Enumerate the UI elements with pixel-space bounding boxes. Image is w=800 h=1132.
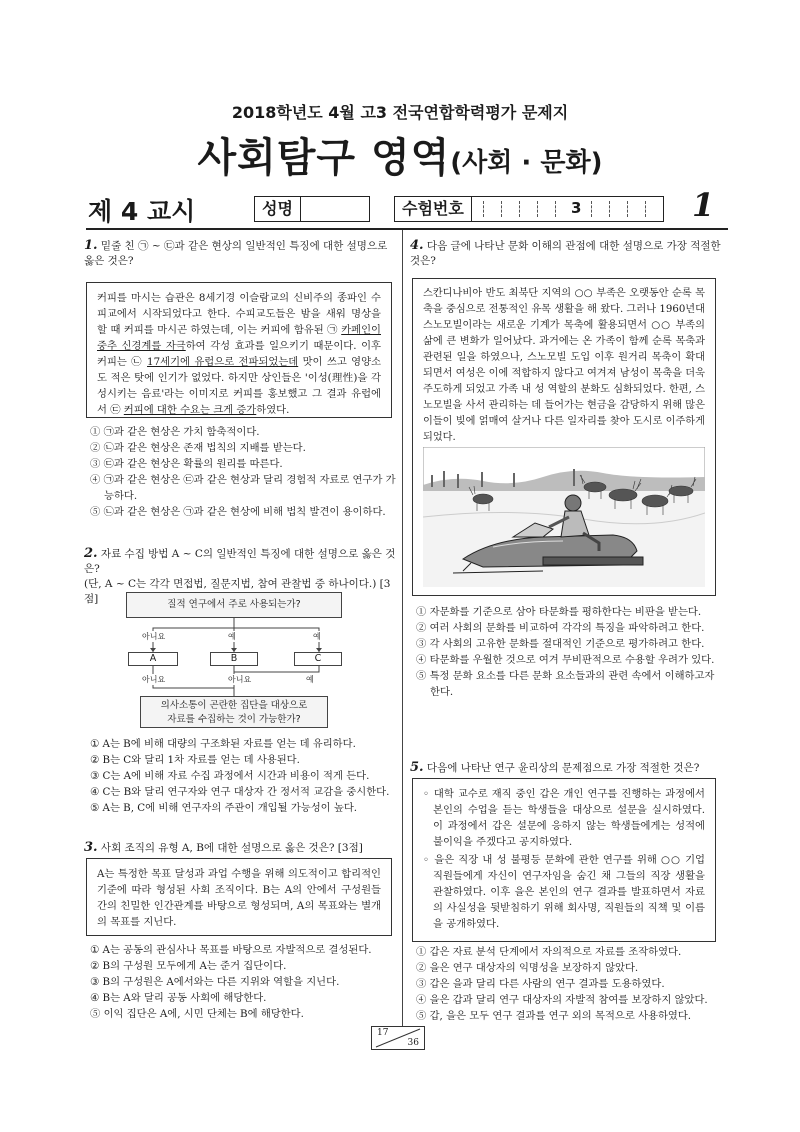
case-item-1: ◦ 대학 교수로 재직 중인 갑은 개인 연구를 진행하는 과정에서 본인의 수업을 듣는 학생들을 대상으로 설문을 실시하였다. 이 과정에서 갑은 설문에 응하지 않는 학생들에게는 성적에 불이익을 주겠다고 공지하였다.: [423, 788, 705, 848]
choice-3[interactable]: ③ C는 A에 비해 자료 수집 과정에서 시간과 비용이 적게 든다.: [90, 770, 370, 782]
column-divider: [402, 230, 403, 1026]
choice-4[interactable]: ④ 타문화를 우월한 것으로 여겨 무비판적으로 수용할 우려가 있다.: [416, 654, 715, 666]
question-number: 1.: [84, 238, 98, 253]
digit-divider: [591, 201, 592, 217]
digit-divider: [609, 201, 610, 217]
question-text: 다음에 나타난 연구 윤리상의 문제점으로 가장 적절한 것은?: [426, 762, 700, 774]
flowchart-label-no: 아니요: [228, 675, 252, 684]
choice-2[interactable]: ② 을은 연구 대상자의 익명성을 보장하지 않았다.: [416, 962, 639, 974]
passage-text: 맛이 쓰고 영양소도 적은 탓에 인기가 없었다. 하지만 상인들은 '이성(理性)을 각성시키는 음료'라는 이미지로 커피를 홍보했고 그 결과 유럽에서 ㉢: [97, 356, 381, 416]
flowchart-question-bottom: 의사소통이 곤란한 집단을 대상으로 자료를 수집하는 것이 가능한가?: [140, 696, 328, 728]
exam-number-label: 수험번호: [395, 197, 472, 221]
digit-divider: [627, 201, 628, 217]
snowmobile-reindeer-illustration: [423, 447, 705, 587]
question-number: 5.: [410, 760, 424, 775]
question-2-choices: [90, 736, 400, 816]
question-text: 사회 조직의 유형 A, B에 대한 설명으로 옳은 것은? [3점]: [100, 842, 363, 854]
passage-text: 하였다.: [256, 404, 290, 416]
question-4-stem: [410, 238, 726, 269]
flowchart-label-no: 아니요: [142, 632, 166, 641]
flowchart-label-no: 아니요: [142, 675, 166, 684]
question-text: 다음 글에 나타난 문화 이해의 관점에 대한 설명으로 가장 적절한 것은?: [410, 240, 721, 267]
choice-2[interactable]: ② B는 C와 달리 1차 자료를 얻는 데 사용된다.: [90, 754, 300, 766]
choice-1[interactable]: ① A는 공동의 관심사나 목표를 바탕으로 자발적으로 결성된다.: [90, 944, 372, 956]
choice-5[interactable]: ⑤ 특정 문화 요소를 다른 문화 요소들과의 관련 속에서 이해하고자 한다.: [416, 670, 715, 698]
question-5-stem: [410, 760, 726, 776]
exam-subtitle: 2018학년도 4월 고3 전국연합학력평가 문제지: [231, 103, 569, 122]
question-4-passage: [412, 278, 716, 596]
choice-5[interactable]: ⑤ 갑, 을은 모두 연구 결과를 연구 외의 목적으로 사용하였다.: [416, 1010, 692, 1022]
choice-2[interactable]: ② 여러 사회의 문화를 비교하여 각각의 특징을 파악하려고 한다.: [416, 622, 705, 634]
choice-1[interactable]: ① 자문화를 기준으로 삼아 타문화를 평하한다는 비판을 받는다.: [416, 606, 702, 618]
choice-4[interactable]: ④ C는 B와 달리 연구자와 연구 대상자 간 정서적 교감을 중시한다.: [90, 786, 390, 798]
choice-3[interactable]: ③ B의 구성원은 A에서와는 다른 지위와 역할을 지닌다.: [90, 976, 340, 988]
digit-divider: [645, 201, 646, 217]
choice-4[interactable]: ④ ㉠과 같은 현상은 ㉢과 같은 현상과 달리 경험적 자료로 연구가 가능하다.: [90, 474, 396, 502]
question-5-choices: [416, 944, 726, 1024]
question-text: 밑줄 친 ㉠ ~ ㉢과 같은 현상의 일반적인 특징에 대한 설명으로 옳은 것은?: [84, 240, 388, 267]
choice-3[interactable]: ③ 갑은 을과 달리 다른 사람의 연구 결과를 도용하였다.: [416, 978, 665, 990]
passage-text: 하여 각성 효과를 일으키기 때문이다. 이후 커피는 ㉡: [97, 340, 381, 368]
title-main: 사회탐구 영역: [197, 135, 451, 181]
page-total: 36: [407, 1038, 419, 1048]
question-number: 3.: [84, 840, 98, 855]
question-3-stem: [84, 840, 398, 856]
choice-4[interactable]: ④ 을은 갑과 달리 연구 대상자의 자발적 참여를 보장하지 않았다.: [416, 994, 708, 1006]
header-rule: [86, 228, 728, 230]
choice-3[interactable]: ③ ㉢과 같은 현상은 확률의 원리를 따른다.: [90, 458, 283, 470]
flowchart-label-yes: 예: [306, 675, 314, 684]
case-item-2: ◦ 을은 직장 내 성 불평등 문화에 관한 연구를 위해 ○○ 기업 직원들에게 자신이 연구자임을 숨긴 채 그들의 직장 생활을 관찰하였다. 이후 을은 본인의 연구 결과를 발표하면서 자료의 사실성을 뒷받침하기 위해 회사명, 직원들의 직책 및 이름을 공개하였다.: [423, 854, 705, 930]
choice-5[interactable]: ⑤ 이익 집단은 A에, 시민 단체는 B에 해당한다.: [90, 1008, 304, 1020]
digit-divider: [501, 201, 502, 217]
question-5-passage: [412, 778, 716, 942]
exam-number-digit: 3: [571, 199, 582, 217]
digit-divider: [555, 201, 556, 217]
choice-4[interactable]: ④ B는 A와 달리 공동 사회에 해당한다.: [90, 992, 267, 1004]
underlined-text: 커피에 대한 수요는 크게 증가: [123, 404, 257, 416]
flowchart-node-b: B: [210, 652, 258, 666]
choice-1[interactable]: ① 갑은 자료 분석 단계에서 자의적으로 자료를 조작하였다.: [416, 946, 682, 958]
choice-3[interactable]: ③ 각 사회의 고유한 문화를 절대적인 기준으로 평가하려고 한다.: [416, 638, 705, 650]
question-3-choices: [90, 942, 400, 1022]
question-1-stem: [84, 238, 394, 269]
flowchart-label-yes: 예: [228, 632, 236, 641]
question-1-choices: [90, 424, 396, 520]
flowchart: [126, 588, 342, 730]
exam-title: [0, 126, 800, 183]
passage-text: 스칸디나비아 반도 최북단 지역의 ○○ 부족은 오랫동안 순록 목축을 중심으로 전통적인 유목 생활을 해 왔다. 그러나 1960년대 스노모빌이라는 새로운 기계가 목축에 활용되면서 ○○ 부족의 삶에 큰 변화가 일어났다. 과거에는 온 가족이 함께 순록 목축과 관련된 일을 하였으나, 스노모빌 도입 이후 원거리 목축이 확대되면서 여성은 이에 적합하지 않다고 여겨져 남성이 목축을 더욱 주도하게 되었고 가족 내 성 역할의 분화도 심화되었다. 한편, 스노모빌을 사서 관리하는 데 들어가는 현금을 감당하지 위해 많은 이들이 빚에 얽매여 살거나 다른 일자리를 찾아 도시로 이주하게 되었다.: [423, 288, 705, 443]
choice-1[interactable]: ① A는 B에 비해 대량의 구조화된 자료를 얻는 데 유리하다.: [90, 738, 356, 750]
flowchart-node-c: C: [294, 652, 342, 666]
choice-1[interactable]: ① ㉠과 같은 현상은 가치 함축적이다.: [90, 426, 260, 438]
flowchart-label-yes: 예: [313, 632, 321, 641]
question-number: 4.: [410, 238, 424, 253]
question-number: 2.: [84, 546, 98, 561]
choice-2[interactable]: ② B의 구성원 모두에게 A는 준거 집단이다.: [90, 960, 287, 972]
page-current: 17: [377, 1028, 389, 1038]
choice-2[interactable]: ② ㉡과 같은 현상은 존재 법칙의 지배를 받는다.: [90, 442, 306, 454]
underlined-text: 카페인이 중추 신경계를 자극: [97, 324, 381, 352]
choice-5[interactable]: ⑤ A는 B, C에 비해 연구자의 주관이 개입될 가능성이 높다.: [90, 802, 358, 814]
question-3-passage: A는 특정한 목표 달성과 과업 수행을 위해 의도적이고 합리적인 기준에 따라 형성된 사회 조직이다. B는 A의 안에서 구성원들 간의 친밀한 인간관계를 바탕으로 형성되며, A의 목표와는 별개의 목표를 지닌다.: [86, 858, 392, 936]
flowchart-question-top: 질적 연구에서 주로 사용되는가?: [126, 592, 342, 618]
digit-divider: [483, 201, 484, 217]
page-number: 1: [692, 186, 715, 224]
title-sub: (사회 · 문화): [450, 148, 603, 178]
exam-number-field: [394, 196, 664, 222]
question-4-choices: [416, 604, 726, 700]
digit-divider: [537, 201, 538, 217]
passage-text: 커피를 마시는 습관은 8세기경 이슬람교의 신비주의 종파인 수피교에서 시작되었다고 한다. 수피교도들은 밤을 새워 명상을 할 때 커피를 마시곤 하였는데, 이는 커피에 함유된 ㉠: [97, 292, 381, 336]
name-label: 성명: [255, 197, 301, 221]
question-1-passage: [86, 282, 392, 418]
choice-5[interactable]: ⑤ ㉡과 같은 현상은 ㉠과 같은 현상에 비해 법칙 발견이 용이하다.: [90, 506, 386, 518]
flowchart-node-a: A: [128, 652, 178, 666]
question-text: 자료 수집 방법 A ~ C의 일반적인 특징에 대한 설명으로 옳은 것은?: [84, 548, 396, 575]
page-counter: [371, 1026, 425, 1050]
digit-divider: [519, 201, 520, 217]
question-note: (단, A ~ C는 각각 면접법, 질문지법, 참여 관찰법 중 하나이다.) [3점]: [84, 578, 391, 605]
underlined-text: 17세기에 유럽으로 전파되었는데: [147, 356, 299, 368]
period-label: 제 4 교시: [88, 197, 196, 226]
name-field: [254, 196, 370, 222]
